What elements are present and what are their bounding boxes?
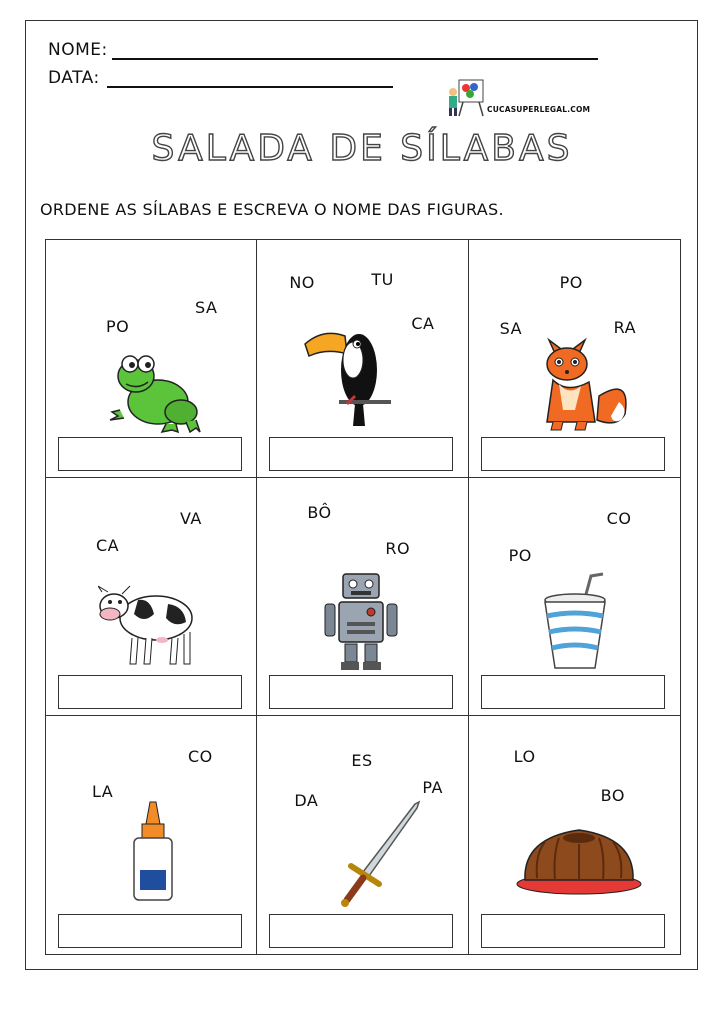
answer-box[interactable] xyxy=(58,675,242,709)
exercise-cell-cow xyxy=(46,478,257,716)
syllable: NO xyxy=(289,273,315,292)
frog-icon xyxy=(106,352,201,434)
exercise-grid xyxy=(45,239,681,955)
sword-icon xyxy=(335,800,421,908)
name-line[interactable] xyxy=(112,58,598,60)
exercise-cell-fox xyxy=(469,240,680,478)
syllable: LA xyxy=(92,782,114,801)
name-label: NOME: xyxy=(48,40,108,60)
answer-box[interactable] xyxy=(269,914,453,948)
syllable: LO xyxy=(513,747,536,766)
painter-icon xyxy=(445,78,487,118)
syllable: DA xyxy=(294,791,319,810)
syllable: CA xyxy=(96,536,120,555)
syllable: PO xyxy=(559,273,583,292)
exercise-cell-robot xyxy=(257,478,468,716)
exercise-cell-cake xyxy=(469,716,680,954)
date-field xyxy=(48,68,100,88)
syllable: PA xyxy=(422,778,443,797)
cake-icon xyxy=(515,824,643,896)
syllable: CO xyxy=(606,509,632,528)
cow-icon xyxy=(98,584,196,666)
site-logo xyxy=(445,78,595,122)
instruction-text: ORDENE AS SÍLABAS E ESCREVA O NOME DAS FIGURAS. xyxy=(40,200,504,219)
answer-box[interactable] xyxy=(269,675,453,709)
syllable: VA xyxy=(180,509,202,528)
exercise-cell-frog xyxy=(46,240,257,478)
syllable: BÔ xyxy=(307,503,332,522)
page-title: SALADA DE SÍLABAS xyxy=(151,128,573,169)
answer-box[interactable] xyxy=(58,914,242,948)
syllable: PO xyxy=(106,317,130,336)
exercise-cell-glue xyxy=(46,716,257,954)
syllable: RO xyxy=(385,539,411,558)
syllable: CA xyxy=(411,314,435,333)
date-line[interactable] xyxy=(107,86,393,88)
syllable: SA xyxy=(499,319,523,338)
logo-text: CUCASUPERLEGAL.COM xyxy=(487,105,591,114)
robot-icon xyxy=(321,572,401,672)
syllable: ES xyxy=(351,751,373,770)
glue-icon xyxy=(130,800,176,902)
cup-icon xyxy=(543,572,611,672)
name-field xyxy=(48,40,108,60)
answer-box[interactable] xyxy=(58,437,242,471)
syllable: PO xyxy=(508,546,532,565)
syllable: CO xyxy=(188,747,213,766)
answer-box[interactable] xyxy=(481,914,665,948)
syllable: SA xyxy=(195,298,218,317)
exercise-cell-cup xyxy=(469,478,680,716)
syllable: RA xyxy=(613,318,637,337)
exercise-cell-toucan xyxy=(257,240,468,478)
answer-box[interactable] xyxy=(481,675,665,709)
syllable: BO xyxy=(600,786,625,805)
toucan-icon xyxy=(303,326,393,430)
syllable: TU xyxy=(371,270,394,289)
answer-box[interactable] xyxy=(481,437,665,471)
answer-box[interactable] xyxy=(269,437,453,471)
fox-icon xyxy=(541,336,631,434)
exercise-cell-sword xyxy=(257,716,468,954)
date-label: DATA: xyxy=(48,68,100,88)
